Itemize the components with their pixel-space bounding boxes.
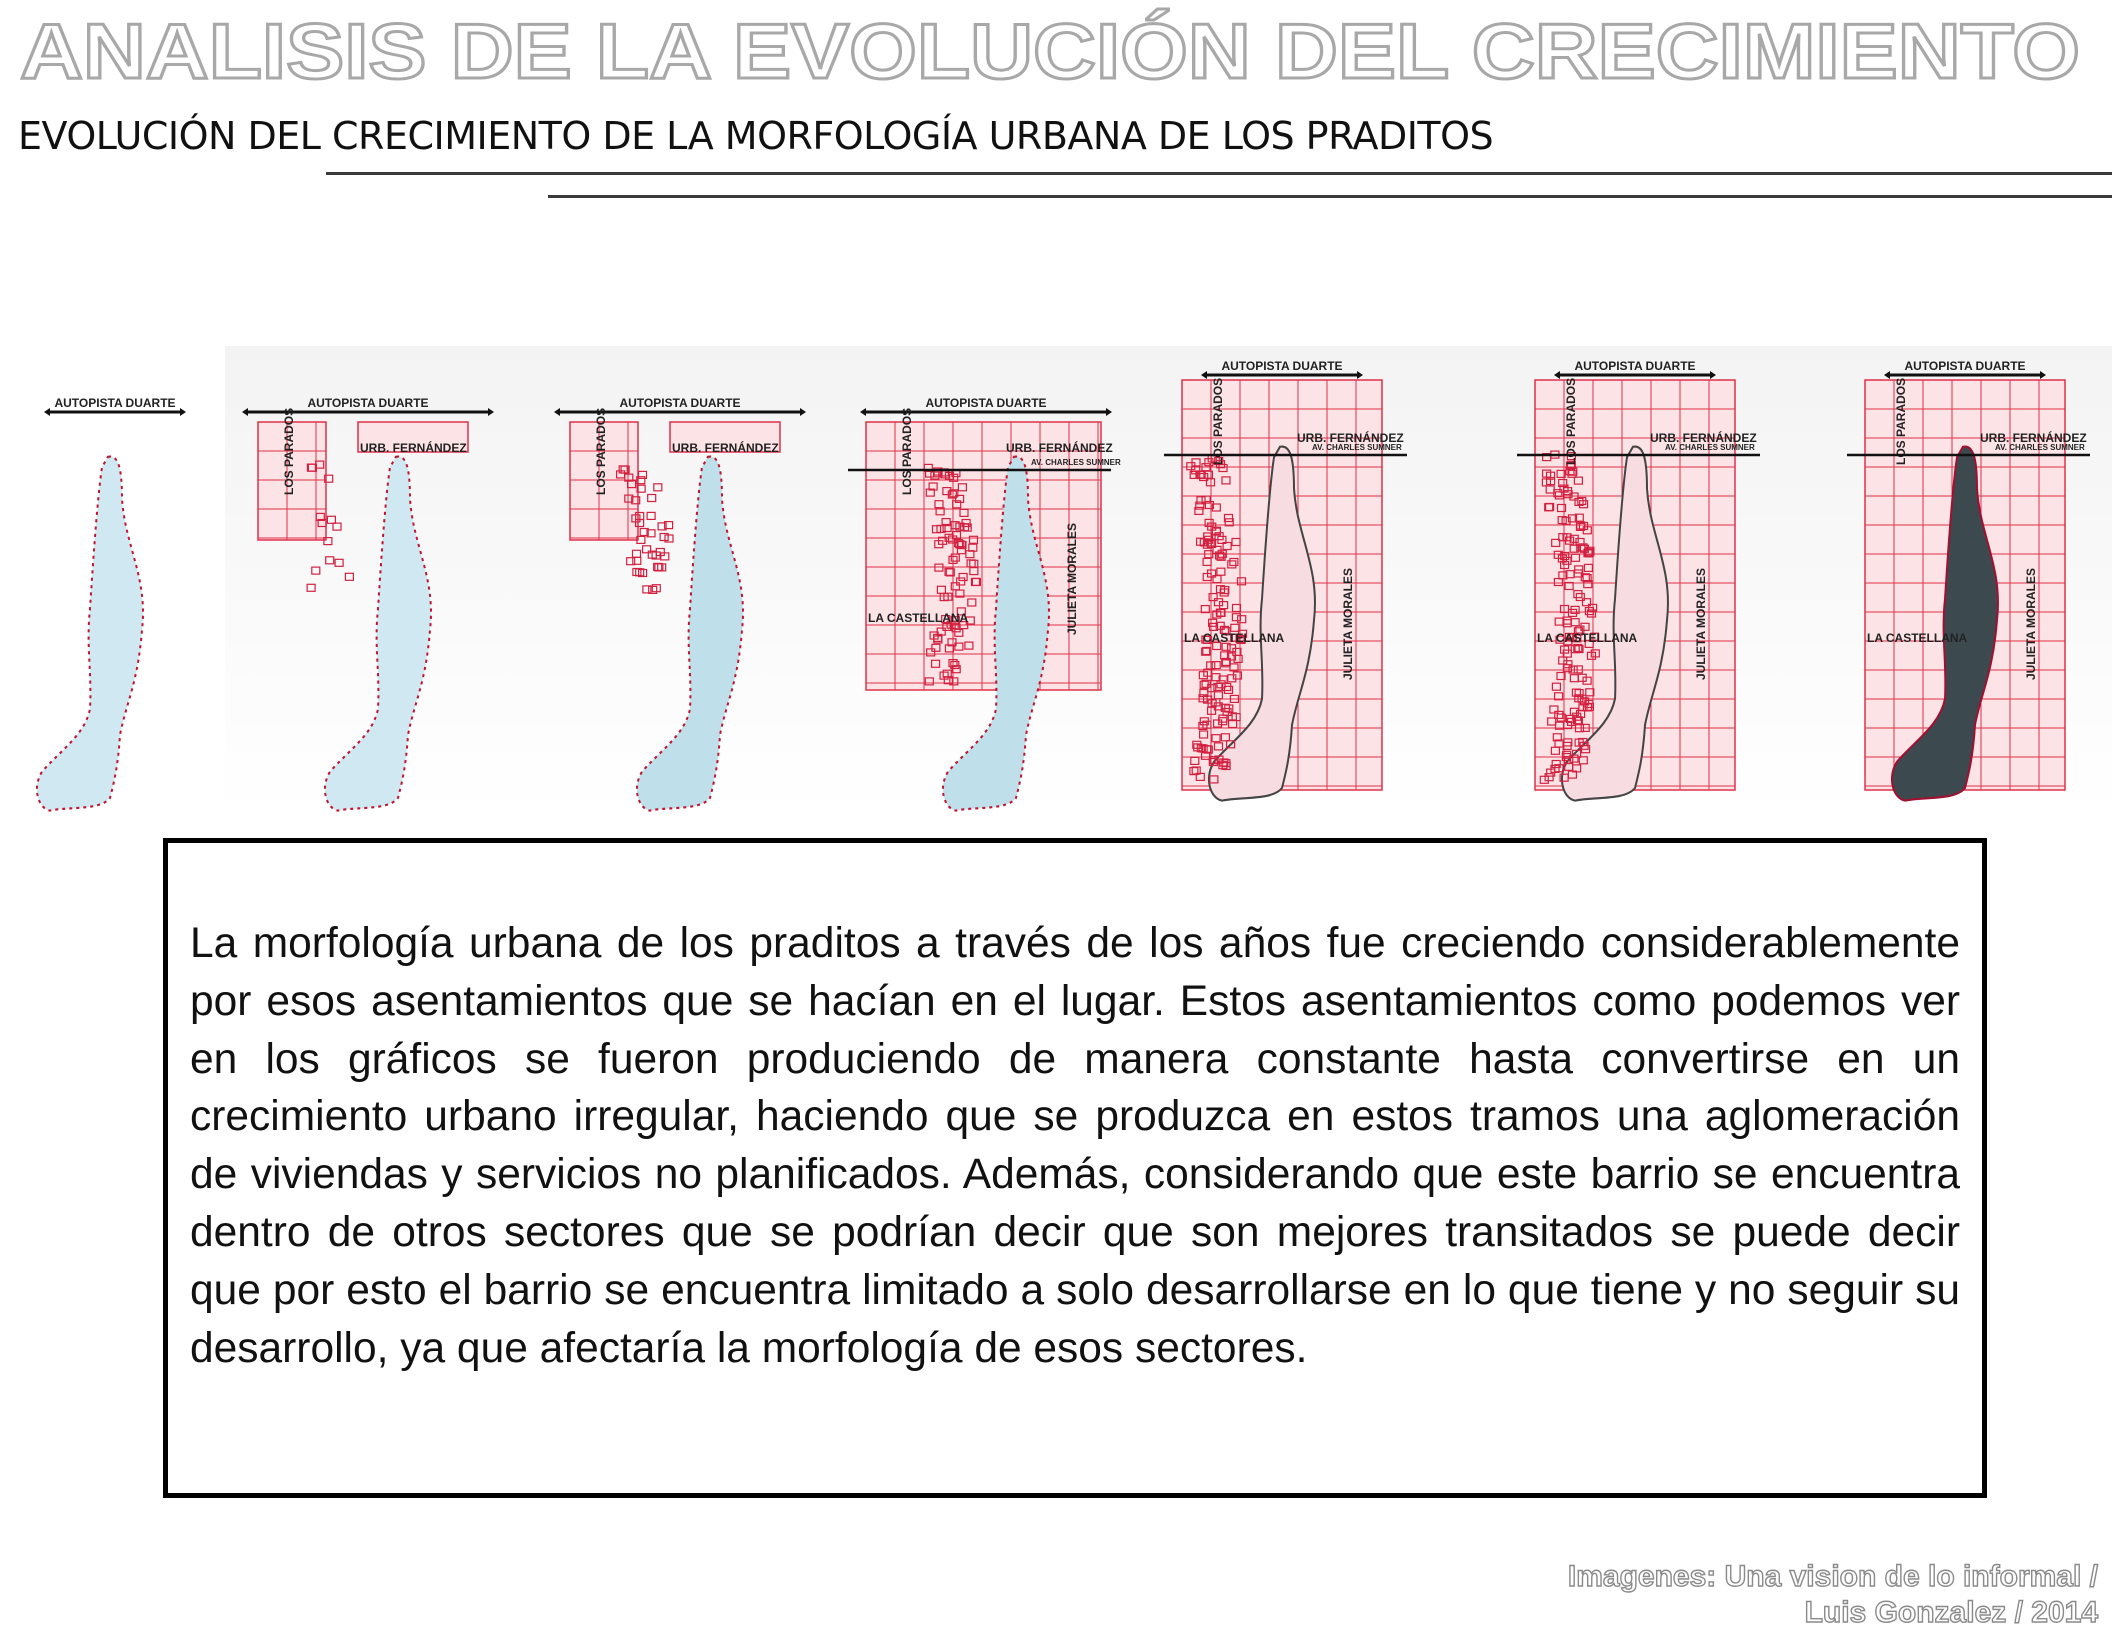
growth-stage-5 [1164,359,1407,801]
label-urb-fernandez: URB. FERNÁNDEZ [1980,431,2087,445]
label-los-parados: LOS PARADOS [1894,377,1908,465]
image-credit-line-2: Luis Gonzalez / 2014 [1804,1596,2098,1629]
description-box [163,838,1987,1498]
label-los-parados: LOS PARADOS [1564,377,1578,465]
divider-line [548,195,2112,198]
label-autopista-duarte: AUTOPISTA DUARTE [1904,359,2026,373]
growth-stage-7 [1847,359,2090,801]
description-paragraph: La morfología urbana de los praditos a través de los años fue creciendo considerablemente por esos asentamientos que se hacían en el lugar. Estos asentamientos como podemos ver en los gráficos se fueron produciendo de manera constante hasta convertirse en un crecimiento urbano irregular, haciendo que se produzca en estos tramos una aglomeración de viviendas y servicios no planificados. Además, considerando que este barrio se encuentra dentro de otros sectores que se podrían decir que son mejores transitados se puede decir que por esto el barrio se encuentra limitado a solo desarrollarse en lo que tiene y no seguir su desarrollo, ya que afectaría la morfología de esos sectores. [190,920,1960,1372]
label-julieta-morales: JULIETA MORALES [1065,522,1079,635]
label-autopista-duarte: AUTOPISTA DUARTE [307,396,429,410]
label-los-parados: LOS PARADOS [900,407,914,495]
label-autopista-duarte: AUTOPISTA DUARTE [619,396,741,410]
figure-background [225,346,2112,816]
label-urb-fernandez: URB. FERNÁNDEZ [1006,441,1113,455]
label-urb-fernandez: URB. FERNÁNDEZ [1297,431,1404,445]
label-los-parados: LOS PARADOS [594,407,608,495]
label-la-castellana: LA CASTELLANA [1867,631,1968,645]
label-autopista-duarte: AUTOPISTA DUARTE [1221,359,1343,373]
label-julieta-morales: JULIETA MORALES [1694,567,1708,680]
label-autopista-duarte: AUTOPISTA DUARTE [925,396,1047,410]
label-la-castellana: LA CASTELLANA [868,611,969,625]
road-arrow [180,408,186,416]
label-urb-fernandez: URB. FERNÁNDEZ [360,441,467,455]
growth-stage-6 [1517,359,1760,801]
page-title [20,6,2110,96]
label-urb-fernandez: URB. FERNÁNDEZ [672,441,779,455]
territory-outline [37,457,143,811]
page-title-text: ANALISIS DE LA EVOLUCIÓN DEL CRECIMIENTO [20,7,2080,95]
label-autopista-duarte: AUTOPISTA DUARTE [54,396,176,410]
image-credit-line-1: Imagenes: Una vision de lo informal / [1567,1560,2098,1593]
label-julieta-morales: JULIETA MORALES [2024,567,2038,680]
label-la-castellana: LA CASTELLANA [1537,631,1638,645]
label-av-charles-sumner: AV. CHARLES SUMNER [1995,443,2085,452]
label-autopista-duarte: AUTOPISTA DUARTE [1574,359,1696,373]
label-los-parados: LOS PARADOS [1211,377,1225,465]
page-subtitle: EVOLUCIÓN DEL CRECIMIENTO DE LA MORFOLOGÍA URBANA DE LOS PRADITOS [18,114,1494,158]
growth-evolution-figure [0,340,2112,820]
label-av-charles-sumner: AV. CHARLES SUMNER [1665,443,1755,452]
road-arrow [44,408,50,416]
divider-line [326,172,2112,175]
label-la-castellana: LA CASTELLANA [1184,631,1285,645]
label-av-charles-sumner: AV. CHARLES SUMNER [1312,443,1402,452]
growth-stage-1 [37,396,186,811]
label-av-charles-sumner: AV. CHARLES SUMNER [1031,458,1121,467]
label-urb-fernandez: URB. FERNÁNDEZ [1650,431,1757,445]
label-los-parados: LOS PARADOS [282,407,296,495]
label-julieta-morales: JULIETA MORALES [1341,567,1355,680]
